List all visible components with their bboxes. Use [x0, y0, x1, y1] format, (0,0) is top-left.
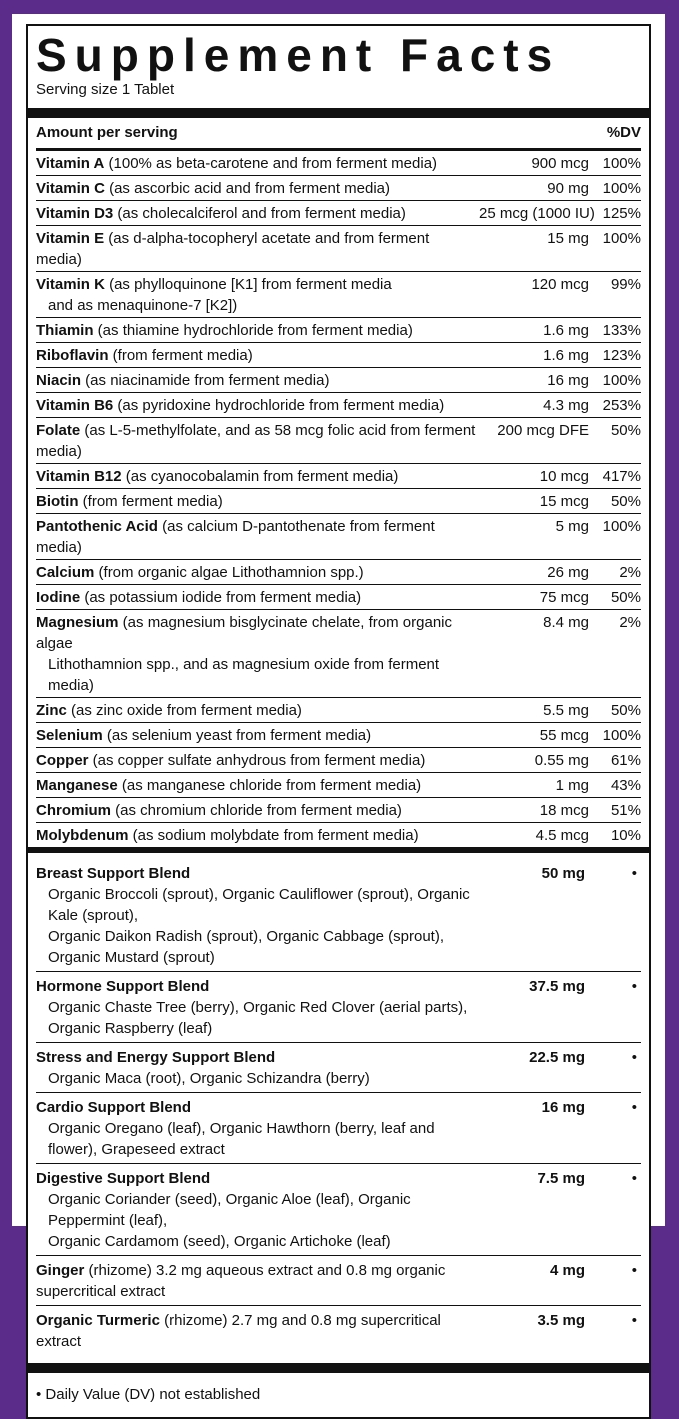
table-header — [36, 118, 641, 151]
nutrient-name-cell — [36, 178, 479, 199]
nutrient-dv: 100% — [602, 155, 641, 172]
blend-amount: 7.5 mg — [537, 1170, 585, 1187]
nutrient-dv: 100% — [602, 180, 641, 197]
nutrient-row — [36, 610, 641, 698]
nutrient-source: (as ascorbic acid and from ferment media) — [104, 180, 391, 197]
blend-ingredients: Organic Oregano (leaf), Organic Hawthorn (berry, leaf and flower), Grapeseed extract — [48, 1120, 435, 1158]
footnote: • Daily Value (DV) not established — [36, 1386, 261, 1403]
blend-description: (rhizome) 3.2 mg aqueous extract and 0.8 mg organic supercritical extract — [36, 1262, 446, 1300]
nutrient-name-cell — [36, 395, 479, 416]
nutrient-row — [36, 748, 641, 773]
nutrient-amount: 200 mcg DFE — [497, 422, 589, 439]
nutrient-name: Biotin — [36, 493, 79, 510]
nutrient-row — [36, 464, 641, 489]
nutrient-name-cell — [36, 825, 479, 846]
nutrient-name-cell — [36, 228, 479, 270]
nutrient-name-cell — [36, 153, 479, 174]
nutrient-row — [36, 514, 641, 560]
blend-name: Breast Support Blend — [36, 865, 191, 882]
nutrient-list — [36, 151, 641, 847]
nutrient-row — [36, 698, 641, 723]
nutrient-name: Calcium — [36, 564, 95, 581]
nutrient-name-cell — [36, 320, 479, 341]
nutrient-row — [36, 723, 641, 748]
nutrient-name: Niacin — [36, 372, 82, 389]
nutrient-source: (as manganese chloride from ferment media) — [117, 777, 422, 794]
nutrient-dv: 125% — [602, 205, 641, 222]
blend-name-cell — [36, 863, 475, 968]
blend-dv: • — [631, 1099, 637, 1116]
nutrient-name: Chromium — [36, 802, 111, 819]
nutrient-row — [36, 226, 641, 272]
nutrient-name: Vitamin A — [36, 155, 105, 172]
blend-dv: • — [631, 978, 637, 995]
nutrient-dv: 61% — [610, 752, 641, 769]
blend-row — [36, 972, 641, 1043]
nutrient-dv: 50% — [610, 702, 641, 719]
nutrient-dv: 99% — [610, 276, 641, 293]
blend-description: (rhizome) 2.7 mg and 0.8 mg supercritical extract — [36, 1312, 441, 1350]
nutrient-name: Pantothenic Acid — [36, 518, 158, 535]
blend-ingredients: Organic Maca (root), Organic Schizandra (berry) — [48, 1070, 370, 1087]
blend-name-cell — [36, 1260, 475, 1302]
blend-row — [36, 1164, 641, 1256]
nutrient-dv: 51% — [610, 802, 641, 819]
nutrient-amount: 1.6 mg — [543, 322, 589, 339]
nutrient-amount: 0.55 mg — [534, 752, 589, 769]
label-frame — [12, 14, 665, 1403]
blend-row — [36, 1306, 641, 1355]
nutrient-dv: 123% — [602, 347, 641, 364]
blend-name: Ginger — [36, 1262, 85, 1279]
nutrient-dv: 100% — [602, 727, 641, 744]
nutrient-dv: 100% — [602, 518, 641, 535]
blend-name: Hormone Support Blend — [36, 978, 210, 995]
nutrient-source: (as cyanocobalamin from ferment media) — [121, 468, 399, 485]
nutrient-row — [36, 585, 641, 610]
blend-ingredients: Organic Raspberry (leaf) — [48, 1020, 213, 1037]
nutrient-amount: 16 mg — [547, 372, 589, 389]
nutrient-name-cell — [36, 775, 479, 796]
blend-ingredients: Organic Broccoli (sprout), Organic Cauliflower (sprout), Organic Kale (sprout), — [48, 886, 470, 924]
nutrient-source: (as thiamine hydrochloride from ferment media) — [93, 322, 413, 339]
nutrient-row — [36, 272, 641, 318]
nutrient-name-cell — [36, 345, 479, 366]
nutrient-name-cell — [36, 466, 479, 487]
nutrient-source: (from organic algae Lithothamnion spp.) — [94, 564, 364, 581]
blend-row — [36, 1043, 641, 1093]
nutrient-name-cell — [36, 700, 479, 721]
nutrient-amount: 120 mcg — [531, 276, 589, 293]
blend-dv: • — [631, 1049, 637, 1066]
blend-name-cell — [36, 1047, 475, 1089]
nutrient-source: (as potassium iodide from ferment media) — [80, 589, 362, 606]
blend-name-cell — [36, 976, 475, 1039]
nutrient-amount: 25 mcg (1000 IU) — [479, 205, 595, 222]
nutrient-source: (as magnesium bisglycinate chelate, from organic algae — [36, 614, 453, 652]
nutrient-amount: 90 mg — [547, 180, 589, 197]
supplement-facts-panel — [26, 24, 651, 1419]
nutrient-dv: 417% — [602, 468, 641, 485]
nutrient-amount: 4.3 mg — [543, 397, 589, 414]
blend-ingredients: Organic Chaste Tree (berry), Organic Red Clover (aerial parts), — [48, 999, 468, 1016]
blend-dv: • — [631, 1312, 637, 1329]
nutrient-row — [36, 489, 641, 514]
nutrient-dv: 50% — [610, 422, 641, 439]
blend-ingredients: Organic Cardamom (seed), Organic Artichoke (leaf) — [48, 1233, 391, 1250]
blend-ingredients: Organic Daikon Radish (sprout), Organic Cabbage (sprout), Organic Mustard (sprout) — [48, 928, 445, 966]
nutrient-row — [36, 823, 641, 847]
nutrient-amount: 55 mcg — [539, 727, 589, 744]
nutrient-name: Vitamin B6 — [36, 397, 114, 414]
blend-amount: 4 mg — [549, 1262, 585, 1279]
nutrient-row — [36, 798, 641, 823]
amount-per-serving-label: Amount per serving — [36, 124, 178, 141]
nutrient-amount: 18 mcg — [539, 802, 589, 819]
nutrient-source: (as selenium yeast from ferment media) — [102, 727, 372, 744]
blend-row — [36, 859, 641, 972]
nutrient-row — [36, 343, 641, 368]
nutrient-dv: 43% — [610, 777, 641, 794]
nutrient-amount: 10 mcg — [539, 468, 589, 485]
nutrient-name: Riboflavin — [36, 347, 109, 364]
blend-amount: 37.5 mg — [529, 978, 585, 995]
blend-name-cell — [36, 1097, 475, 1160]
nutrient-name: Zinc — [36, 702, 67, 719]
blend-ingredients: Organic Coriander (seed), Organic Aloe (leaf), Organic Peppermint (leaf), — [48, 1191, 411, 1229]
nutrient-dv: 2% — [619, 564, 641, 581]
nutrient-name: Vitamin C — [36, 180, 105, 197]
nutrient-row — [36, 176, 641, 201]
nutrient-name-cell — [36, 516, 479, 558]
nutrient-dv: 100% — [602, 372, 641, 389]
nutrient-source: (as zinc oxide from ferment media) — [66, 702, 302, 719]
nutrient-amount: 1.6 mg — [543, 347, 589, 364]
nutrient-name-cell — [36, 420, 479, 462]
nutrient-dv: 133% — [602, 322, 641, 339]
blend-name: Digestive Support Blend — [36, 1170, 211, 1187]
nutrient-amount: 1 mg — [555, 777, 589, 794]
blend-row — [36, 1093, 641, 1164]
nutrient-source: (as niacinamide from ferment media) — [81, 372, 330, 389]
nutrient-source: (as sodium molybdate from ferment media) — [128, 827, 419, 844]
blend-list — [36, 859, 641, 1355]
nutrient-source: (from ferment media) — [108, 347, 253, 364]
blend-row — [36, 1256, 641, 1306]
nutrient-name: Magnesium — [36, 614, 119, 631]
nutrient-dv: 2% — [619, 614, 641, 631]
nutrient-row — [36, 151, 641, 176]
nutrient-name: Selenium — [36, 727, 103, 744]
nutrient-name-cell — [36, 612, 479, 696]
blend-dv: • — [631, 1262, 637, 1279]
blend-dv: • — [631, 865, 637, 882]
nutrient-row — [36, 773, 641, 798]
nutrient-row — [36, 368, 641, 393]
nutrient-name: Vitamin E — [36, 230, 105, 247]
blend-amount: 50 mg — [541, 865, 585, 882]
nutrient-name: Molybdenum — [36, 827, 129, 844]
nutrient-name-cell — [36, 800, 479, 821]
nutrient-amount: 5.5 mg — [543, 702, 589, 719]
blend-name-cell — [36, 1310, 475, 1352]
nutrient-row — [36, 318, 641, 343]
nutrient-source-continued: and as menaquinone-7 [K2]) — [48, 297, 238, 314]
nutrient-name-cell — [36, 587, 479, 608]
nutrient-name-cell — [36, 491, 479, 512]
nutrient-source: (as copper sulfate anhydrous from ferment media) — [88, 752, 426, 769]
nutrient-dv: 100% — [602, 230, 641, 247]
nutrient-amount: 4.5 mcg — [535, 827, 589, 844]
nutrient-source: (as phylloquinone [K1] from ferment media — [104, 276, 392, 293]
nutrient-row — [36, 393, 641, 418]
nutrient-amount: 75 mcg — [539, 589, 589, 606]
nutrient-amount: 5 mg — [555, 518, 589, 535]
nutrient-name-cell — [36, 203, 479, 224]
nutrient-amount: 26 mg — [547, 564, 589, 581]
nutrient-name-cell — [36, 750, 479, 771]
blend-amount: 22.5 mg — [529, 1049, 585, 1066]
nutrient-source: (from ferment media) — [78, 493, 223, 510]
nutrient-name: Manganese — [36, 777, 118, 794]
nutrient-source-continued: Lithothamnion spp., and as magnesium oxide from ferment media) — [48, 656, 440, 694]
nutrient-name-cell — [36, 370, 479, 391]
nutrient-name: Vitamin D3 — [36, 205, 114, 222]
nutrient-row — [36, 560, 641, 585]
nutrient-name: Folate — [36, 422, 81, 439]
divider-thick — [28, 108, 649, 118]
nutrient-name: Vitamin K — [36, 276, 105, 293]
nutrient-amount: 900 mcg — [531, 155, 589, 172]
nutrient-name-cell — [36, 725, 479, 746]
nutrient-dv: 253% — [602, 397, 641, 414]
nutrient-source: (as calcium D-pantothenate from ferment media) — [36, 518, 435, 556]
blend-name-cell — [36, 1168, 475, 1252]
blend-name: Stress and Energy Support Blend — [36, 1049, 276, 1066]
nutrient-source: (100% as beta-carotene and from ferment media) — [104, 155, 438, 172]
nutrient-row — [36, 418, 641, 464]
nutrient-name-cell — [36, 274, 479, 316]
nutrient-amount: 15 mcg — [539, 493, 589, 510]
nutrient-dv: 10% — [610, 827, 641, 844]
nutrient-source: (as pyridoxine hydrochloride from ferment media) — [113, 397, 445, 414]
nutrient-dv: 50% — [610, 589, 641, 606]
nutrient-name-cell — [36, 562, 479, 583]
blend-amount: 3.5 mg — [537, 1312, 585, 1329]
panel-title: Supplement Facts — [36, 29, 561, 81]
serving-size: Serving size 1 Tablet — [36, 81, 175, 98]
blend-amount: 16 mg — [541, 1099, 585, 1116]
dv-label: %DV — [606, 124, 641, 141]
nutrient-source: (as d-alpha-tocopheryl acetate and from ferment media) — [36, 230, 430, 268]
nutrient-source: (as chromium chloride from ferment media) — [111, 802, 402, 819]
nutrient-name: Copper — [36, 752, 89, 769]
nutrient-name: Vitamin B12 — [36, 468, 122, 485]
nutrient-source: (as cholecalciferol and from ferment media) — [113, 205, 406, 222]
nutrient-source: (as L-5-methylfolate, and as 58 mcg folic acid from ferment media) — [36, 422, 476, 460]
blend-name: Cardio Support Blend — [36, 1099, 191, 1116]
blend-name: Organic Turmeric — [36, 1312, 160, 1329]
blend-dv: • — [631, 1170, 637, 1187]
nutrient-amount: 15 mg — [547, 230, 589, 247]
nutrient-row — [36, 201, 641, 226]
nutrient-amount: 8.4 mg — [543, 614, 589, 631]
nutrient-dv: 50% — [610, 493, 641, 510]
nutrient-name: Iodine — [36, 589, 81, 606]
divider-bottom — [28, 1363, 649, 1373]
nutrient-name: Thiamin — [36, 322, 94, 339]
